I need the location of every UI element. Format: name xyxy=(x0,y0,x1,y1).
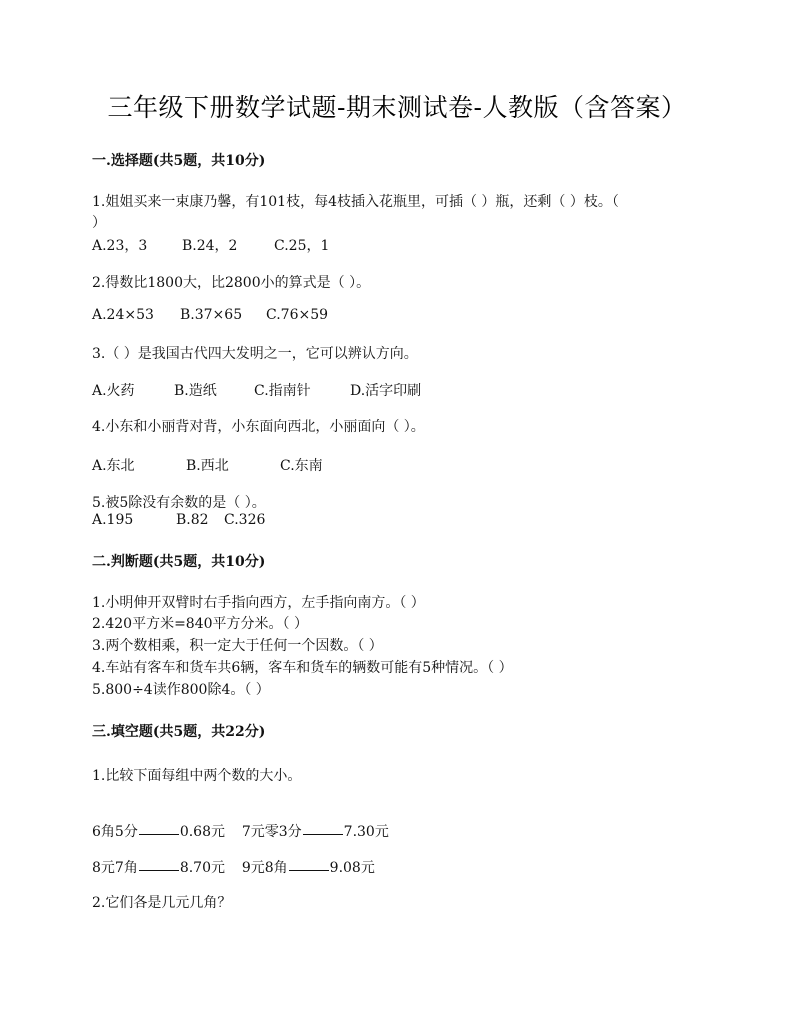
judgment-item-5: 5.800÷4读作800除4。（ ） xyxy=(92,682,270,698)
fill-question-1-text: 1.比较下面每组中两个数的大小。 xyxy=(92,768,302,784)
answer-blank[interactable] xyxy=(139,869,179,871)
option-a: A.23，3 xyxy=(92,238,148,254)
question-1-text: 1.姐姐买来一束康乃馨，有101枝，每4枝插入花瓶里，可插（ ）瓶，还剩（ ）枝。（ xyxy=(92,194,619,210)
question-5-options xyxy=(92,512,265,528)
option-c: C.指南针 xyxy=(254,383,311,399)
option-d: D.活字印刷 xyxy=(350,383,422,399)
question-2-options xyxy=(92,307,328,323)
option-c: C.326 xyxy=(224,512,266,528)
answer-blank[interactable] xyxy=(139,833,179,835)
question-4-options xyxy=(92,455,323,475)
answer-blank[interactable] xyxy=(303,833,343,835)
judgment-item-1: 1.小明伸开双臂时右手指向西方，左手指向南方。（ ） xyxy=(92,595,425,611)
section-heading-judgment: 二.判断题(共5题，共10分) xyxy=(92,554,266,570)
compare-left: 7元零3分 xyxy=(241,824,302,840)
question-1-text-continued: ） xyxy=(92,215,106,231)
compare-right: 7.30元 xyxy=(343,824,389,840)
question-3-options xyxy=(92,380,421,400)
judgment-item-4: 4.车站有客车和货车共6辆，客车和货车的辆数可能有5种情况。（ ） xyxy=(92,660,513,676)
compare-right: 8.70元 xyxy=(179,860,225,876)
option-c: C.25，1 xyxy=(274,238,330,254)
compare-left: 6角5分 xyxy=(92,824,138,840)
judgment-item-3: 3.两个数相乘，积一定大于任何一个因数。（ ） xyxy=(92,638,383,654)
question-4-text: 4.小东和小丽背对背，小东面向西北，小丽面向（ ）。 xyxy=(92,419,425,435)
compare-right: 9.08元 xyxy=(329,860,375,876)
question-5-text: 5.被5除没有余数的是（ ）。 xyxy=(92,495,266,511)
option-a: A.195 xyxy=(92,512,134,528)
option-b: B.82 xyxy=(176,512,209,528)
section-heading-fill-in: 三.填空题(共5题，共22分) xyxy=(92,724,266,740)
question-3-text: 3.（ ）是我国古代四大发明之一，它可以辨认方向。 xyxy=(92,346,418,362)
option-b: B.造纸 xyxy=(174,383,217,399)
page-title: 三年级下册数学试题-期末测试卷-人教版（含答案） xyxy=(107,93,687,122)
compare-right: 0.68元 xyxy=(179,824,225,840)
option-c: C.东南 xyxy=(280,458,323,474)
option-b: B.24，2 xyxy=(182,238,238,254)
fill-question-2-text: 2.它们各是几元几角？ xyxy=(92,895,232,911)
option-b: B.37×65 xyxy=(180,307,243,323)
option-c: C.76×59 xyxy=(266,307,329,323)
question-1-options xyxy=(92,235,329,255)
section-heading-choice: 一.选择题(共5题，共10分) xyxy=(92,153,266,169)
answer-blank[interactable] xyxy=(289,869,329,871)
option-a: A.东北 xyxy=(92,458,135,474)
compare-left: 9元8角 xyxy=(241,860,288,876)
option-a: A.火药 xyxy=(92,383,135,399)
question-2-text: 2.得数比1800大，比2800小的算式是（ ）。 xyxy=(92,275,371,291)
compare-row-1 xyxy=(92,821,389,841)
option-a: A.24×53 xyxy=(92,307,154,323)
judgment-item-2: 2.420平方米=840平方分米。（ ） xyxy=(92,616,308,632)
compare-row-2 xyxy=(92,857,375,877)
compare-left: 8元7角 xyxy=(92,860,138,876)
option-b: B.西北 xyxy=(186,458,229,474)
